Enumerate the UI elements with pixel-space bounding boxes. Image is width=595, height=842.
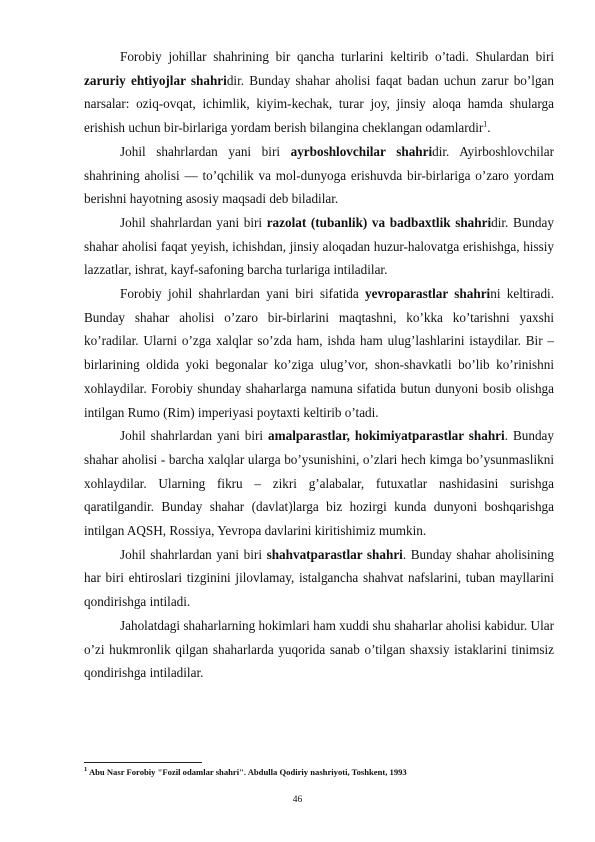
footnote-text: Abu Nasr Forobiy "Fozil odamlar shahri". Abdulla Qodiriy nashriyoti, Toshkent, 1993 — [88, 767, 407, 777]
body-text — [84, 45, 554, 685]
footnote-marker: 1 — [84, 766, 88, 774]
text-run: dir. Bunday shahar aholisi faqat badan uchun zarur bo’lgan narsalar: oziq-ovqat, ichimlik, kiyim-kechak, turar joy, jinsiy aloqa hamda shularga erishish uchun bir-birlariga yordam berish bilangina cheklangan odamlardir — [84, 72, 554, 136]
text-run: Johil shahrlardan yani biri — [120, 214, 267, 230]
bold-term: razolat (tubanlik) va badbaxtlik shahri — [266, 214, 492, 230]
bold-term: yevroparastlar shahri — [365, 286, 491, 302]
text-run: Johil shahrlardan yani biri — [120, 546, 267, 562]
bold-term: zaruriy ehtiyojlar shahri — [84, 72, 227, 88]
paragraph — [84, 282, 554, 424]
paragraph — [84, 211, 554, 282]
footnote-divider — [84, 762, 202, 763]
bold-term: amalparastlar, hokimiyatparastlar shahri — [268, 428, 505, 444]
text-run: . — [487, 120, 491, 136]
paragraph — [84, 543, 554, 614]
bold-term: shahvatparastlar shahri — [266, 546, 403, 562]
paragraph — [84, 140, 554, 211]
text-run: Forobiy johillar shahrining bir qancha turlarini keltirib o’tadi. Shulardan biri — [120, 49, 554, 64]
text-run: Jaholatdagi shaharlarning hokimlari ham xuddi shu shaharlar aholisi kabidur. Ular o’zi hukmronlik qilgan shaharlarda yuqorida sanab o’tilgan shaxsiy istaklarini tinimsiz qondirishga intiladilar. — [84, 617, 554, 681]
bold-term: ayrboshlovchilar shahri — [290, 143, 433, 159]
text-run: Johil shahrlardan yani biri — [120, 143, 291, 159]
page-number: 46 — [292, 795, 303, 805]
text-run: ni keltiradi. Bunday shahar aholisi o’zaro bir-birlarini maqtashni, ko’kka ko’tarishni yaxshi ko’radilar. Ularni o’zga xalqlar so’zda ham, ishda ham ulug’lashlarini istaydilar. Bir – birlarining oldida yoki begonalar ko’ziga ulug’vor, shon-shavkatli bo’lib ko’rinishni xohlaydilar. Forobiy shunday shaharlarga namuna sifatida butun dunyoni bosib olishga intilgan Rumo (Rim) imperiyasi poytaxti keltirib o’tadi. — [84, 286, 554, 420]
text-run: Johil shahrlardan yani biri — [120, 428, 269, 444]
text-run: Forobiy johil shahrlardan yani biri sifatida — [120, 286, 365, 302]
text-run: dir. Bunday shahar aholisi faqat yeyish, ichishdan, jinsiy aloqadan huzur-halovatga erishishga, hissiy lazzatlar, ishrat, kayf-safoning barcha turlariga intiladilar. — [84, 214, 554, 278]
text-run: . Bunday shahar aholisining har biri ehtiroslari tizginini jilovlamay, istalgancha shahvat nafslarini, tuban mayllarini qondirishga intiladi. — [84, 546, 554, 610]
text-run: dir. Ayirboshlovchilar shahrining aholisi — to’qchilik va mol-dunyoga erishuvda bir-birlariga o’zaro yordam berishni hayotning asosiy maqsadi deb biladilar. — [84, 143, 554, 207]
paragraph — [84, 424, 554, 543]
footnote-ref: 1 — [483, 119, 488, 129]
paragraph — [84, 45, 554, 140]
text-run: . Bunday shahar aholisi - barcha xalqlar ularga bo’ysunishini, o’zlari hech kimga bo’ysunmaslikni xohlaydilar. Ularning fikru – zikri g’alabalar, futuxatlar nashidasini surishga qaratilgandir. Bunday shahar (davlat)larga biz hozirgi kunda dunyoni boshqarishga intilgan AQSH, Rossiya, Yevropa davlarini kiritishimiz mumkin. — [84, 428, 554, 539]
footnote — [84, 766, 564, 778]
paragraph — [84, 614, 554, 685]
